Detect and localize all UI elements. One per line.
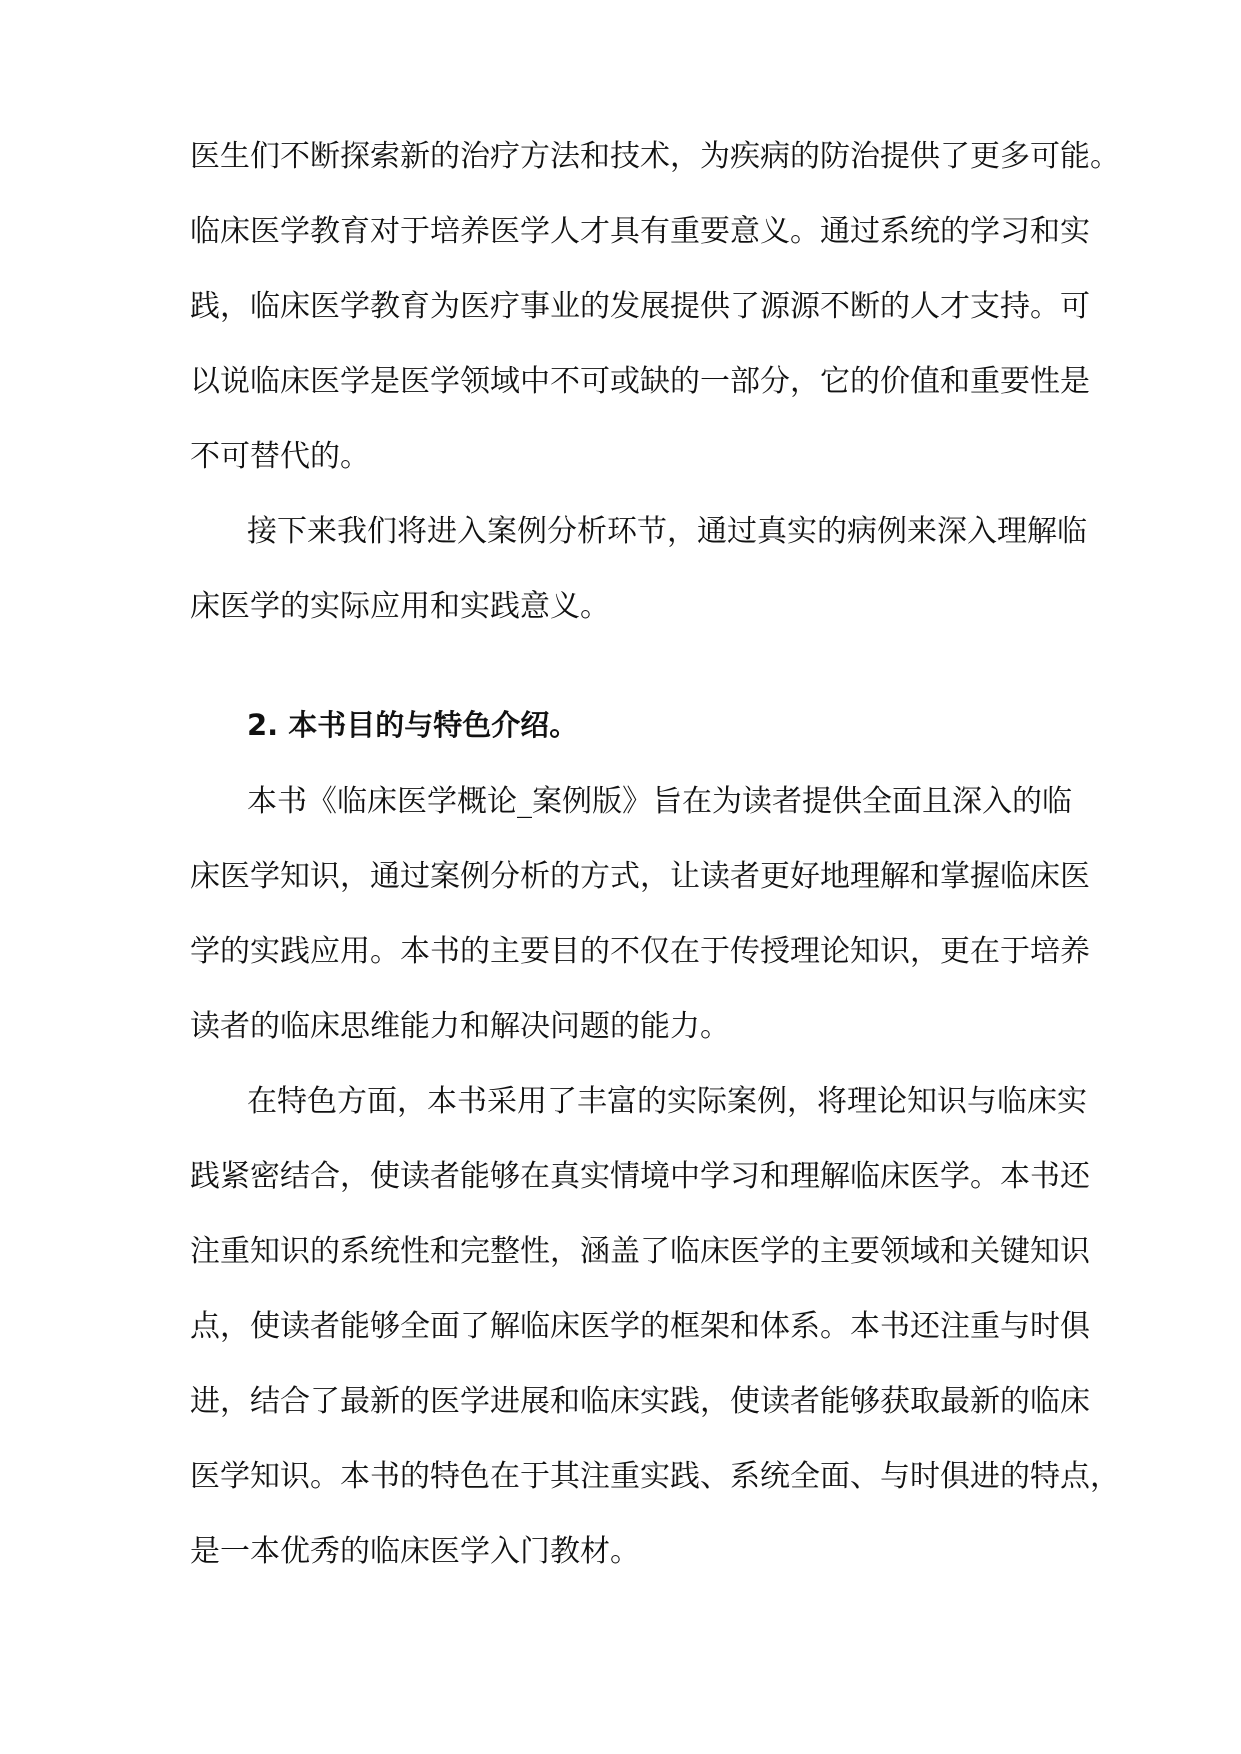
paragraph-line: 本书《临床医学概论_案例版》旨在为读者提供全面且深入的临 [247,784,1072,819]
paragraph-line: 床医学的实际应用和实践意义。 [190,589,610,624]
paragraph-line: 注重知识的系统性和完整性，涵盖了临床医学的主要领域和关键知识 [190,1234,1090,1269]
paragraph-line: 读者的临床思维能力和解决问题的能力。 [190,1009,730,1044]
paragraph-line: 践紧密结合，使读者能够在真实情境中学习和理解临床医学。本书还 [190,1159,1090,1194]
paragraph-line: 是一本优秀的临床医学入门教材。 [190,1534,640,1569]
paragraph-line: 不可替代的。 [190,439,370,474]
section-heading: 2. 本书目的与特色介绍。 [247,708,579,742]
paragraph-line: 以说临床医学是医学领域中不可或缺的一部分，它的价值和重要性是 [190,364,1090,399]
paragraph-line: 临床医学教育对于培养医学人才具有重要意义。通过系统的学习和实 [190,214,1090,249]
paragraph-line: 进，结合了最新的医学进展和临床实践，使读者能够获取最新的临床 [190,1384,1090,1419]
paragraph-line: 医学知识。本书的特色在于其注重实践、系统全面、与时俱进的特点， [190,1459,1120,1494]
paragraph-line: 学的实践应用。本书的主要目的不仅在于传授理论知识，更在于培养 [190,934,1090,969]
paragraph-line: 接下来我们将进入案例分析环节，通过真实的病例来深入理解临 [247,514,1087,549]
paragraph-line: 点，使读者能够全面了解临床医学的框架和体系。本书还注重与时俱 [190,1309,1090,1344]
paragraph-line: 在特色方面，本书采用了丰富的实际案例，将理论知识与临床实 [247,1084,1087,1119]
paragraph-line: 践，临床医学教育为医疗事业的发展提供了源源不断的人才支持。可 [190,289,1090,324]
paragraph-line: 床医学知识，通过案例分析的方式，让读者更好地理解和掌握临床医 [190,859,1090,894]
paragraph-line: 医生们不断探索新的治疗方法和技术，为疾病的防治提供了更多可能。 [190,139,1120,174]
